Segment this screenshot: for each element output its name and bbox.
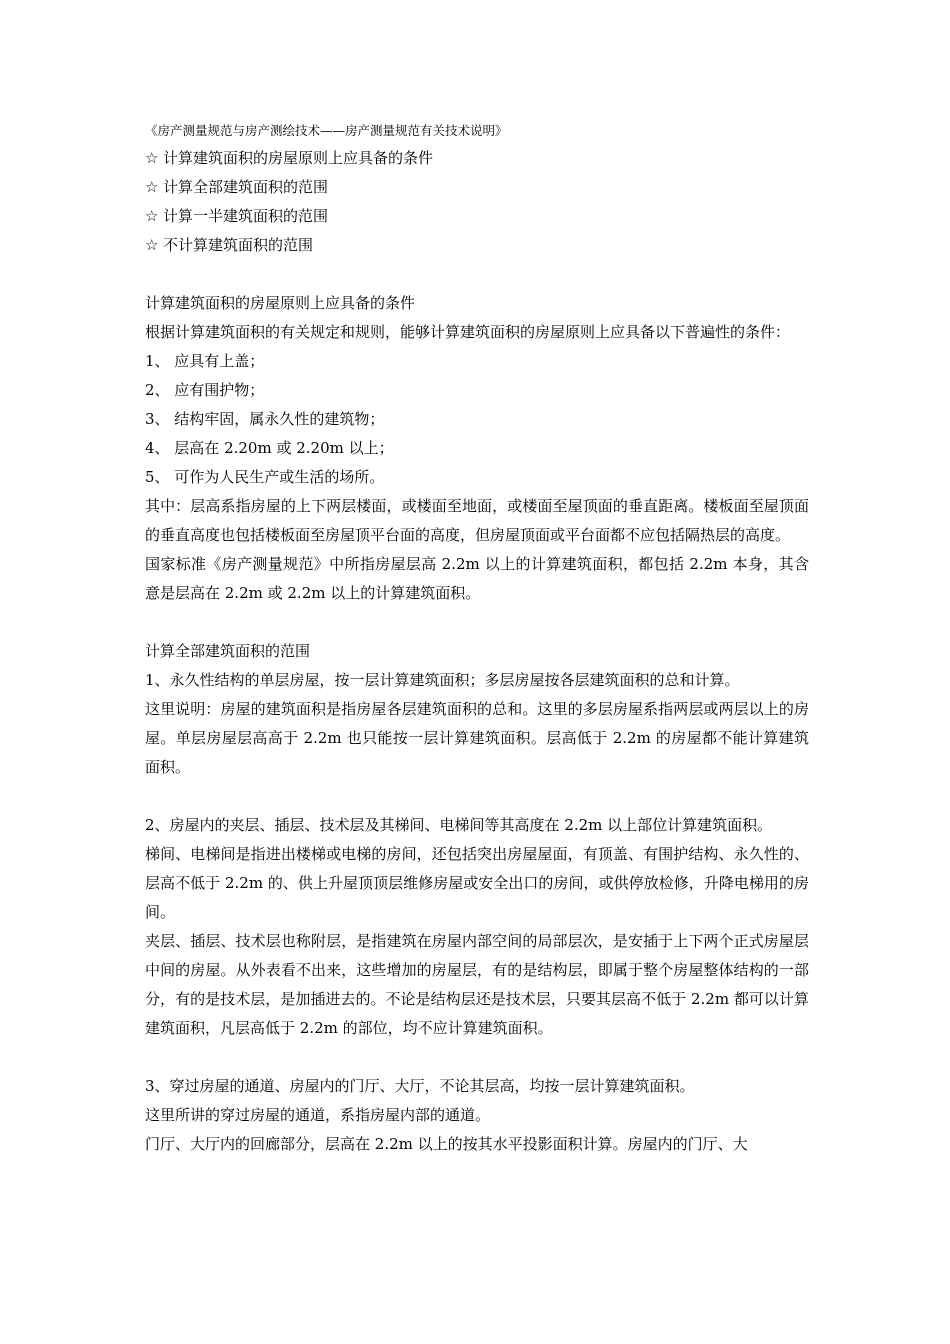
toc-item-label: 不计算建筑面积的范围 <box>163 236 314 254</box>
toc-item-label: 计算建筑面积的房屋原则上应具备的条件 <box>163 149 434 167</box>
spacer <box>145 782 809 811</box>
toc-item-label: 计算全部建筑面积的范围 <box>163 178 329 196</box>
table-of-contents <box>145 144 809 260</box>
star-outline-icon: ☆ <box>145 236 159 254</box>
section-heading: 计算全部建筑面积的范围 <box>145 642 311 660</box>
paragraph: 2、房屋内的夹层、插层、技术层及其梯间、电梯间等其高度在 2.2m 以上部位计算建筑面积。 <box>145 816 773 834</box>
document-page <box>145 118 809 1159</box>
spacer <box>145 260 809 289</box>
paragraph: 1、永久性结构的单层房屋，按一层计算建筑面积；多层房屋按各层建筑面积的总和计算。 <box>145 671 740 689</box>
paragraph: 梯间、电梯间是指进出楼梯或电梯的房间，还包括突出房屋屋面，有顶盖、有围护结构、永久性的、层高不低于 2.2m 的、供上升屋顶顶层维修房屋或安全出口的房间，或供停放检修，升降电梯用的房间。 <box>145 845 809 921</box>
list-item: 2、 应有围护物； <box>145 381 265 399</box>
section-heading: 计算建筑面积的房屋原则上应具备的条件 <box>145 294 416 312</box>
paragraph: 根据计算建筑面积的有关规定和规则，能够计算建筑面积的房屋原则上应具备以下普遍性的条件： <box>145 323 791 341</box>
paragraph: 夹层、插层、技术层也称附层，是指建筑在房屋内部空间的局部层次，是安插于上下两个正式房屋层中间的房屋。从外表看不出来，这些增加的房屋层，有的是结构层，即属于整个房屋整体结构的一部分，有的是技术层，是加插进去的。不论是结构层还是技术层，只要其层高不低于 2.2m 都可以计算建筑面积，凡层高低于 2.2m 的部位，均不应计算建筑面积。 <box>145 932 809 1037</box>
list-item: 1、 应具有上盖； <box>145 352 265 370</box>
toc-item <box>145 202 809 231</box>
toc-item <box>145 144 809 173</box>
star-outline-icon: ☆ <box>145 207 159 225</box>
list-item: 5、 可作为人民生产或生活的场所。 <box>145 468 385 486</box>
document-title: 《房产测量规范与房产测绘技术——房产测量规范有关技术说明》 <box>145 123 508 138</box>
paragraph: 这里所讲的穿过房屋的通道，系指房屋内部的通道。 <box>145 1106 491 1124</box>
spacer <box>145 1043 809 1072</box>
toc-item <box>145 231 809 260</box>
star-outline-icon: ☆ <box>145 149 159 167</box>
toc-item <box>145 173 809 202</box>
spacer <box>145 608 809 637</box>
paragraph: 门厅、大厅内的回廊部分，层高在 2.2m 以上的按其水平投影面积计算。房屋内的门厅、大 <box>145 1135 748 1153</box>
paragraph: 这里说明：房屋的建筑面积是指房屋各层建筑面积的总和。这里的多层房屋系指两层或两层以上的房屋。单层房屋层高高于 2.2m 也只能按一层计算建筑面积。层高低于 2.2m 的房屋都不能计算建筑面积。 <box>145 700 809 776</box>
toc-item-label: 计算一半建筑面积的范围 <box>163 207 329 225</box>
section-conditions <box>145 289 809 608</box>
list-item: 4、 层高在 2.20m 或 2.20m 以上； <box>145 439 394 457</box>
list-item: 3、 结构牢固，属永久性的建筑物； <box>145 410 385 428</box>
paragraph: 国家标准《房产测量规范》中所指房屋层高 2.2m 以上的计算建筑面积，都包括 2.2m 本身，其含意是层高在 2.2m 或 2.2m 以上的计算建筑面积。 <box>145 555 809 602</box>
paragraph: 其中：层高系指房屋的上下两层楼面，或楼面至地面，或楼面至屋顶面的垂直距离。楼板面至屋顶面的垂直高度也包括楼板面至房屋顶平台面的高度，但房屋顶面或平台面都不应包括隔热层的高度。 <box>145 497 809 544</box>
section-full-area <box>145 637 809 1159</box>
paragraph: 3、穿过房屋的通道、房屋内的门厅、大厅，不论其层高，均按一层计算建筑面积。 <box>145 1077 695 1095</box>
star-outline-icon: ☆ <box>145 178 159 196</box>
